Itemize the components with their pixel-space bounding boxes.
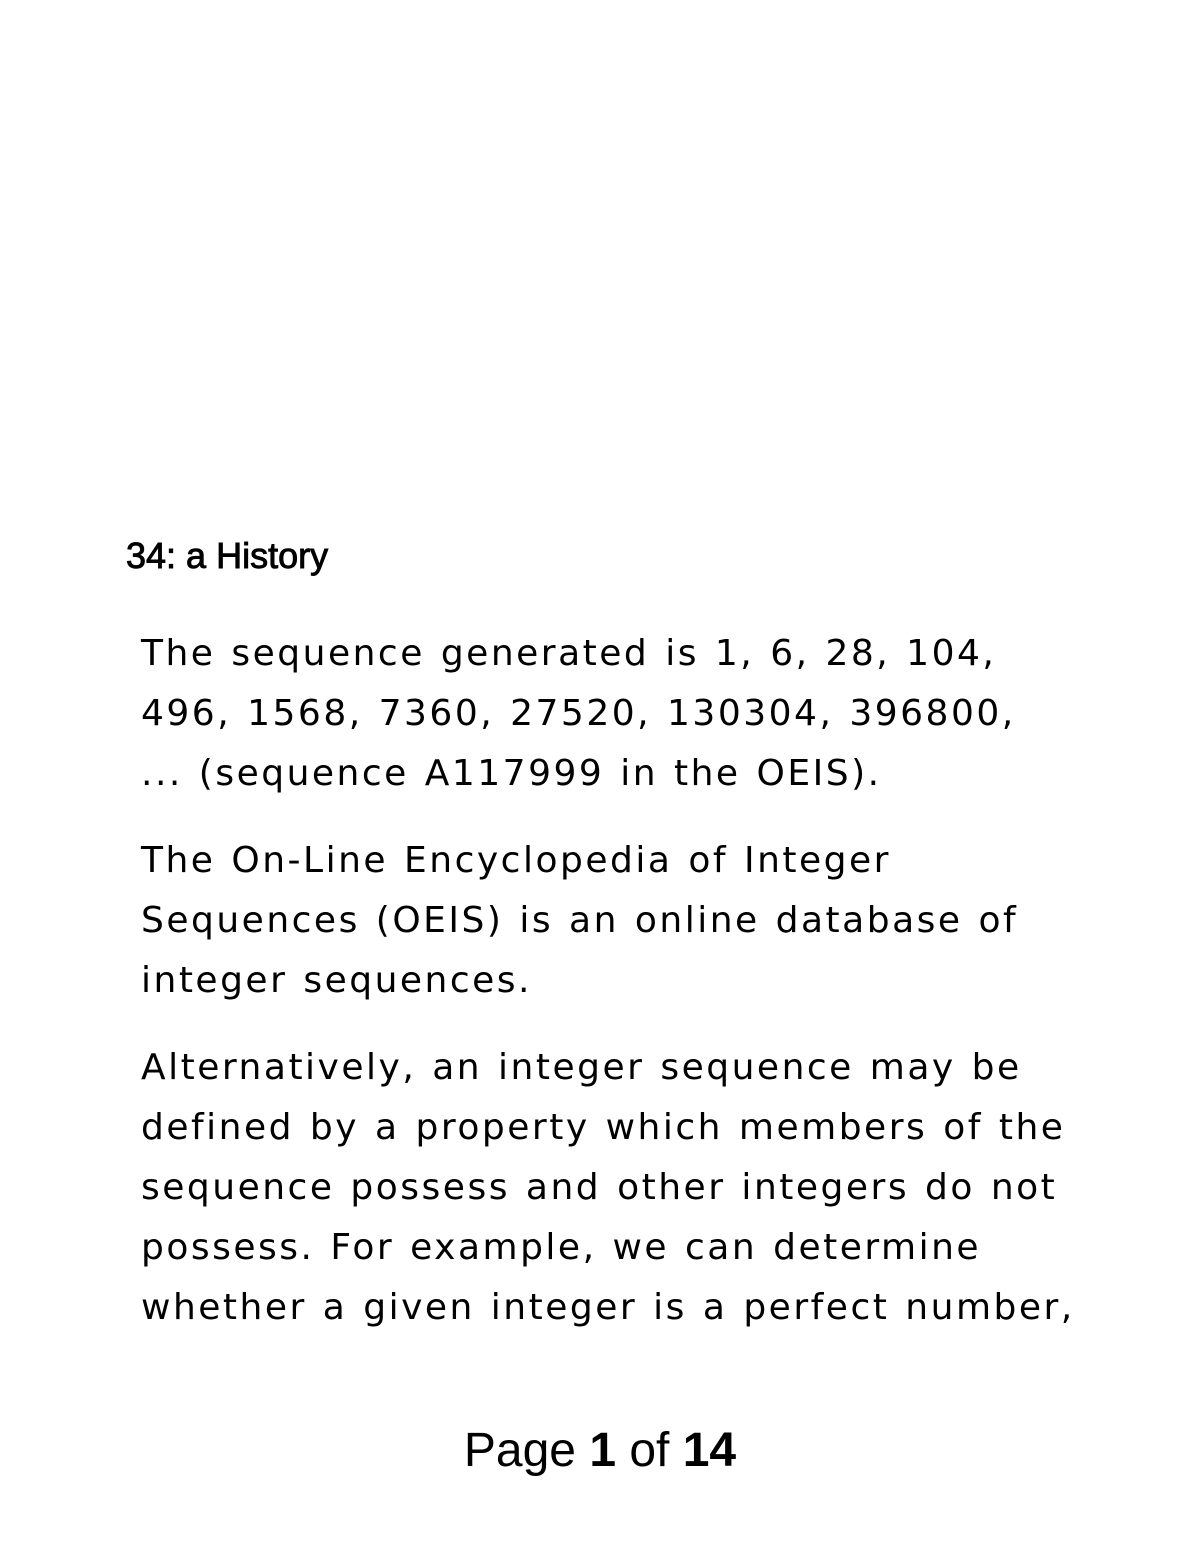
- paragraph-line: integer sequences.: [141, 960, 533, 1001]
- paragraph-sequence: [141, 624, 1076, 804]
- total-pages-number: 14: [682, 1424, 737, 1477]
- paragraph-line: sequence possess and other integers do not: [141, 1167, 1058, 1208]
- paragraph-line: 496, 1568, 7360, 27520, 130304, 396800,: [141, 693, 1016, 734]
- document-body: [141, 624, 1076, 1365]
- document-title: 34: a History: [126, 535, 329, 576]
- paragraph-line: Alternatively, an integer sequence may be: [141, 1047, 1022, 1088]
- page-indicator: [0, 1419, 1200, 1483]
- paragraph-property: [141, 1038, 1076, 1338]
- current-page-number: 1: [589, 1424, 617, 1477]
- paragraph-line: possess. For example, we can determine: [141, 1227, 982, 1268]
- of-label: of: [629, 1424, 670, 1477]
- paragraph-line: ... (sequence A117999 in the OEIS).: [141, 753, 882, 794]
- paragraph-oeis: [141, 831, 1076, 1011]
- page-label: Page: [463, 1424, 576, 1477]
- paragraph-line: The sequence generated is 1, 6, 28, 104,: [141, 633, 997, 674]
- paragraph-line: whether a given integer is a perfect number,: [141, 1287, 1075, 1328]
- paragraph-line: defined by a property which members of the: [141, 1107, 1066, 1148]
- paragraph-line: The On-Line Encyclopedia of Integer: [141, 840, 891, 881]
- paragraph-line: Sequences (OEIS) is an online database of: [141, 900, 1019, 941]
